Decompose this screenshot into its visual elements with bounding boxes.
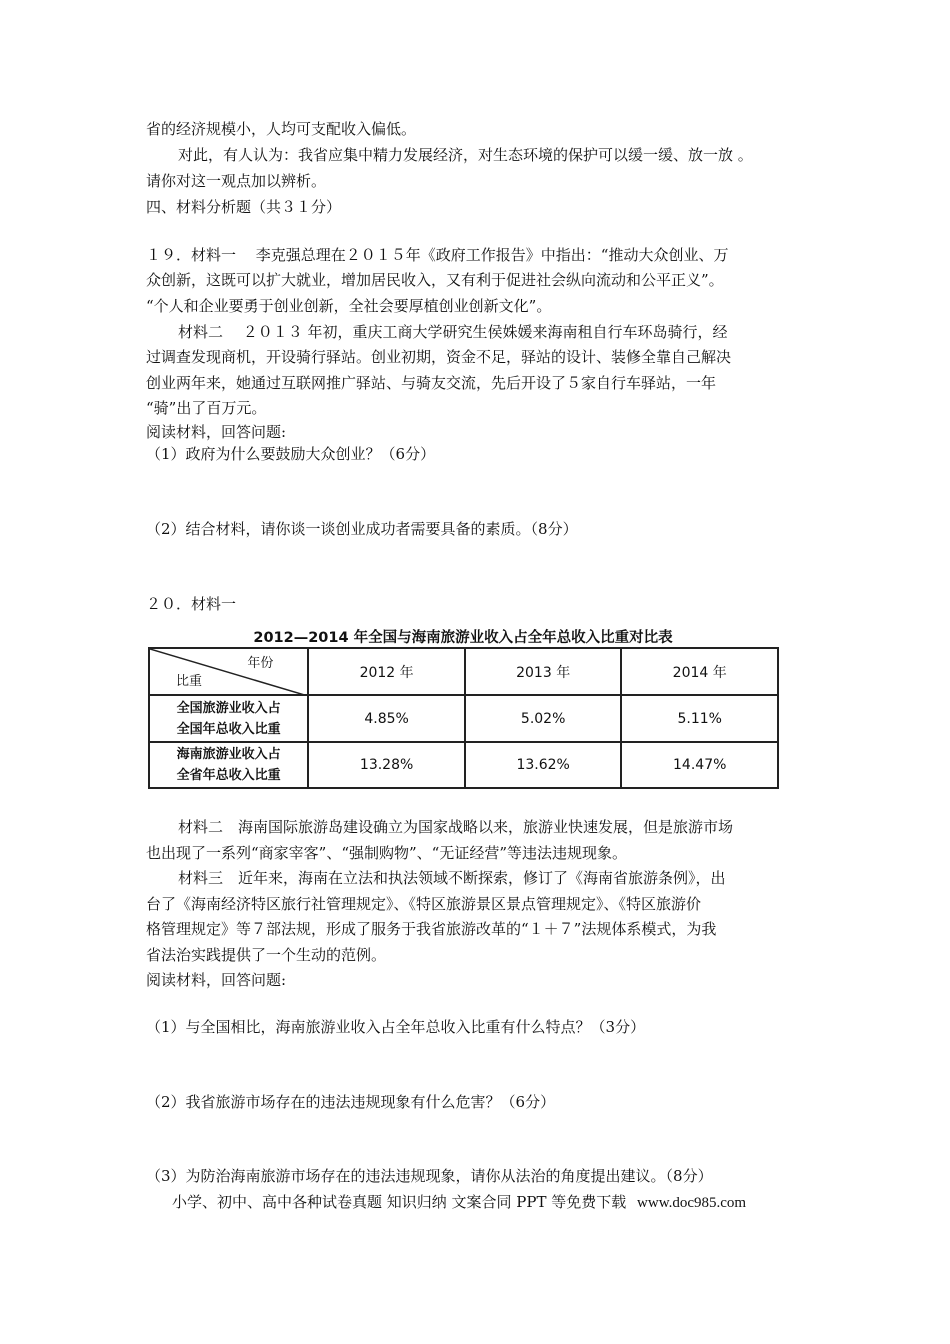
question-20-2: （2）我省旅游市场存在的违法违规现象有什么危害？（6分） [146, 1093, 556, 1111]
row-label-line: 海南旅游业收入占 [176, 747, 281, 762]
text-line: 省法治实践提供了一个生动的范例。 [146, 946, 387, 964]
read-instruction: 阅读材料，回答问题: [146, 971, 287, 989]
text-line: 省的经济规模小，人均可支配收入偏低。 [146, 120, 417, 138]
question-20-stem: ２０．材料一 [146, 595, 237, 613]
table-cell: 13.28% [308, 742, 465, 788]
diagonal-line [150, 649, 308, 696]
corner-year-label: 年份 [247, 656, 274, 671]
table-title: 2012—2014 年全国与海南旅游业收入占全年总收入比重对比表 [253, 630, 673, 646]
text-line: 材料二 海南国际旅游岛建设确立为国家战略以来，旅游业快速发展，但是旅游市场 [178, 818, 734, 836]
text-line: 格管理规定》等７部法规，形成了服务于我省旅游改革的“１＋７”法规体系模式，为我 [146, 920, 717, 938]
row-label-line: 全国年总收入比重 [176, 721, 281, 737]
corner-ratio-label: 比重 [176, 674, 203, 689]
question-20-3: （3）为防治海南旅游市场存在的违法违规现象，请你从法治的角度提出建议。（8分） [146, 1167, 713, 1185]
text-line: 对此，有人认为：我省应集中精力发展经济，对生态环境的保护可以缓一缓、放一放 。 [178, 146, 753, 164]
text-line: 也出现了一系列“商家宰客”、“强制购物”、“无证经营”等违法违规现象。 [146, 844, 628, 862]
table-cell: 4.85% [308, 695, 465, 742]
table-cell: 14.47% [621, 742, 778, 788]
table-row [149, 742, 778, 788]
table-row [149, 695, 778, 742]
text-line: 创业两年来，她通过互联网推广驿站、与骑友交流，先后开设了５家自行车驿站，一年 [146, 374, 717, 392]
text-line: “骑”出了百万元。 [146, 399, 267, 417]
text-line: 过调查发现商机，开设骑行驿站。创业初期，资金不足，驿站的设计、装修全靠自己解决 [146, 348, 732, 366]
table-cell: 13.62% [465, 742, 622, 788]
question-19-stem: １９．材料一 李克强总理在２０１５年《政府工作报告》中指出：“推动大众创业、万 [146, 246, 729, 264]
table-row-label [149, 742, 308, 788]
table-cell: 5.02% [465, 695, 622, 742]
table-header-cell: 2012 年 [308, 648, 465, 695]
table-row-label [149, 695, 308, 742]
text-line: 请你对这一观点加以辨析。 [146, 172, 327, 190]
question-19-1: （1）政府为什么要鼓励大众创业？（6分） [146, 445, 436, 463]
footer-url[interactable]: www.doc985.com [637, 1195, 747, 1211]
table-header-cell: 2013 年 [465, 648, 622, 695]
comparison-table [148, 647, 779, 789]
table-corner-cell [149, 648, 308, 695]
text-line: “个人和企业要勇于创业创新，全社会要厚植创业创新文化”。 [146, 297, 552, 315]
table-cell: 5.11% [621, 695, 778, 742]
text-line: 台了《海南经济特区旅行社管理规定》、《特区旅游景区景点管理规定》、《特区旅游价 [146, 895, 702, 913]
text-line: 众创新，这既可以扩大就业，增加居民收入，又有利于促进社会纵向流动和公平正义”。 [146, 271, 724, 289]
row-label-line: 全省年总收入比重 [176, 768, 281, 783]
row-label-line: 全国旅游业收入占 [176, 700, 281, 716]
question-19-2: （2）结合材料，请你谈一谈创业成功者需要具备的素质。（8分） [146, 520, 578, 538]
text-line: 材料二 ２０１３ 年初，重庆工商大学研究生侯姝媛来海南租自行车环岛骑行，经 [178, 323, 728, 341]
table-header-cell: 2014 年 [621, 648, 778, 695]
section-heading: 四、材料分析题（共３１分） [146, 198, 342, 216]
text-line: 材料三 近年来，海南在立法和执法领域不断探索，修订了《海南省旅游条例》，出 [178, 869, 726, 887]
question-20-1: （1）与全国相比，海南旅游业收入占全年总收入比重有什么特点？（3分） [146, 1018, 646, 1036]
table-header-row [149, 648, 778, 695]
footer-text: 小学、初中、高中各种试卷真题 知识归纳 文案合同 PPT 等免费下载 [172, 1193, 627, 1211]
read-instruction: 阅读材料，回答问题: [146, 423, 287, 441]
footer [172, 1191, 746, 1212]
